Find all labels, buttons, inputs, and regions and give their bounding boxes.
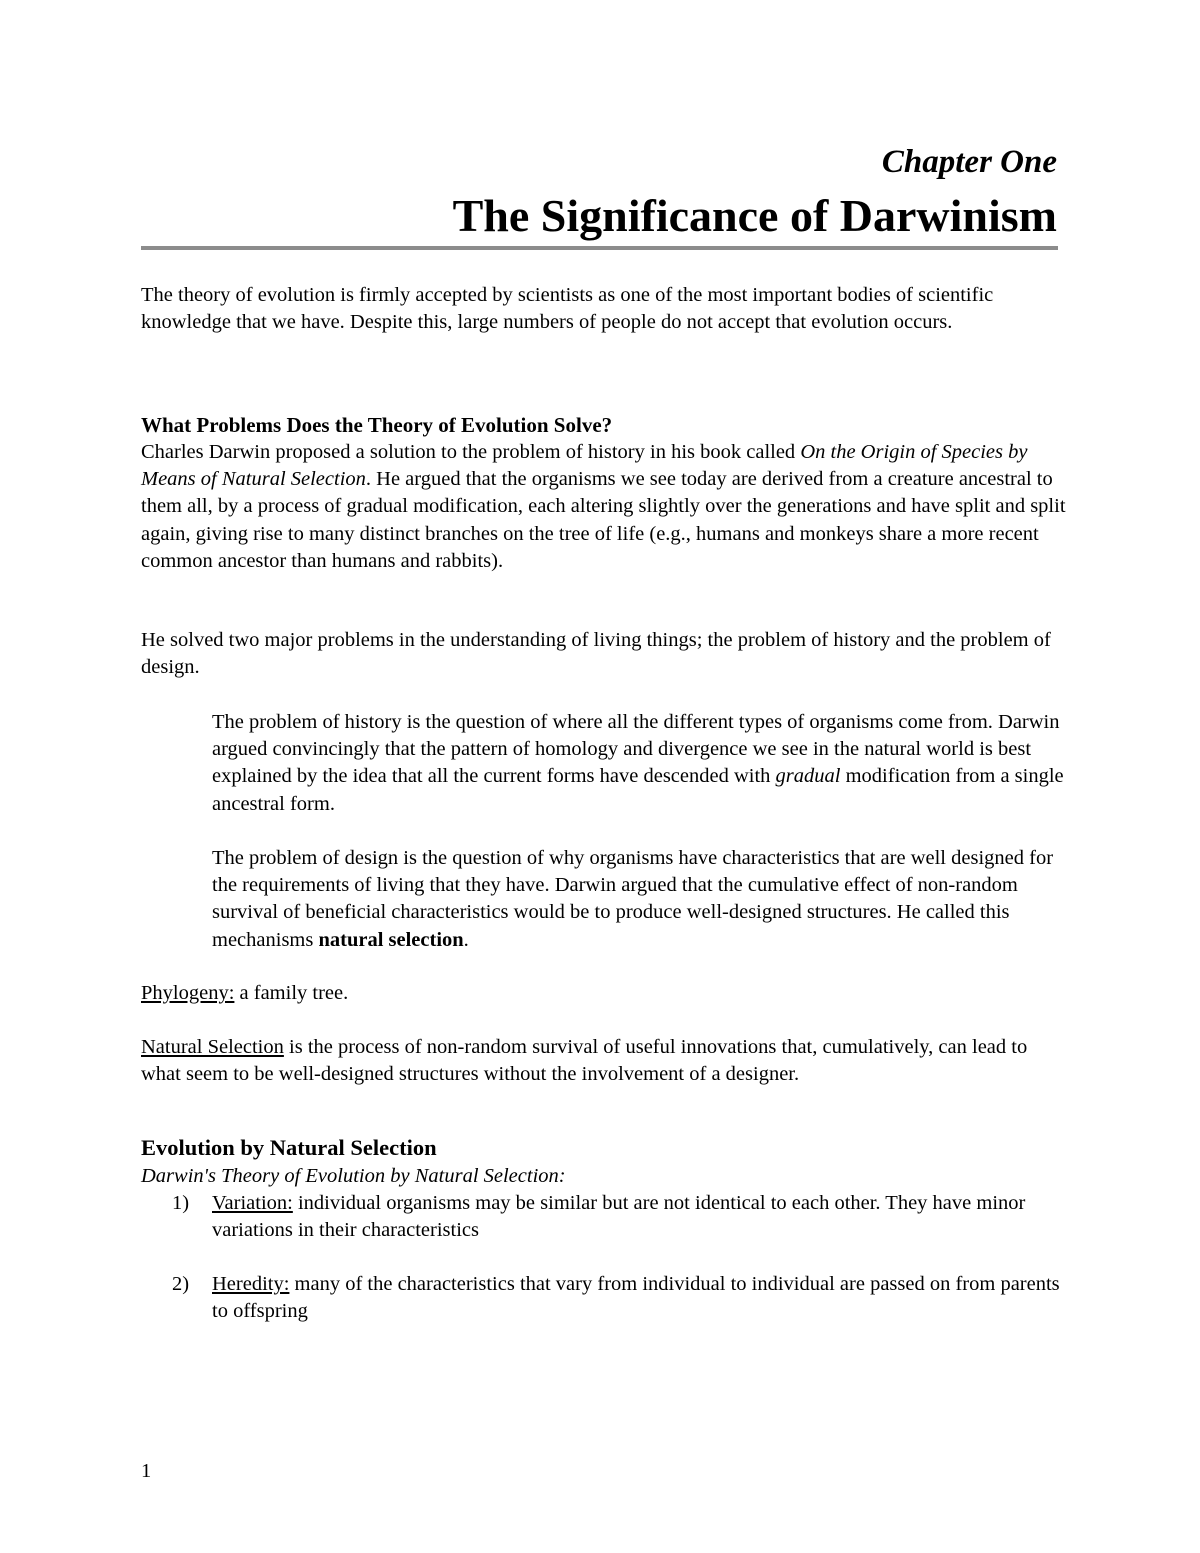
chapter-title: The Significance of Darwinism	[452, 190, 1057, 241]
design-text-start: The problem of design is the question of why organisms have characteristics that are well designed for the requirements of living that they have. Darwin argued that the cumulative effect of non-random survival of beneficial characteristics would be to produce well-designed structures. He called this mechanisms	[212, 847, 1054, 951]
list-item-number: 1)	[172, 1192, 190, 1214]
problem-of-design-paragraph	[212, 845, 1067, 954]
list-item-text	[212, 1271, 1062, 1325]
list-item-number: 2)	[172, 1273, 190, 1295]
phylogeny-definition	[141, 980, 1066, 1007]
natural-selection-bold: natural selection	[318, 928, 464, 951]
history-text-end: modification from a single ancestral form.	[212, 765, 1064, 815]
history-text-start: The problem of history is the question of where all the different types of organisms come from. Darwin argued convincingly that the pattern of homology and divergence we see in the natural world is best explained by the idea that all the current forms have descended with	[212, 711, 1060, 788]
darwin-paragraph-end: . He argued that the organisms we see today are derived from a creature ancestral to them all, by a process of gradual modification, each altering slightly over the generations and have split and split again, giving rise to many distinct branches on the tree of life (e.g., humans and monkeys share a more recent common ancestor than humans and rabbits).	[141, 468, 1066, 572]
theory-subheading: Darwin's Theory of Evolution by Natural Selection:	[141, 1165, 566, 1187]
history-emphasis: gradual	[775, 765, 841, 788]
book-title: On the Origin of Species by Means of Natural Selection	[141, 441, 1028, 491]
list-item-text	[212, 1190, 1062, 1244]
two-problems-paragraph: He solved two major problems in the understanding of living things; the problem of history and the problem of design.	[141, 629, 1051, 679]
chapter-label: Chapter One	[881, 144, 1057, 180]
variation-term: Variation:	[212, 1192, 293, 1214]
page-number: 1	[141, 1460, 152, 1482]
variation-text: individual organisms may be similar but are not identical to each other. They have minor variations in their characteristics	[212, 1192, 1026, 1242]
natural-selection-text: is the process of non-random survival of useful innovations that, cumulatively, can lead to what seem to be well-designed structures without the involvement of a designer.	[141, 1036, 1028, 1086]
heredity-term: Heredity:	[212, 1273, 290, 1295]
title-divider	[141, 246, 1058, 250]
phylogeny-text: a family tree.	[234, 982, 349, 1004]
darwin-paragraph	[141, 439, 1066, 575]
problem-of-history-paragraph	[212, 709, 1067, 818]
design-text-end: .	[463, 928, 469, 951]
phylogeny-term: Phylogeny:	[141, 982, 235, 1004]
darwin-paragraph-start: Charles Darwin proposed a solution to the problem of history in his book called	[141, 441, 801, 463]
heredity-text: many of the characteristics that vary from individual to individual are passed on from parents to offspring	[212, 1273, 1060, 1323]
natural-selection-definition	[141, 1034, 1066, 1088]
intro-paragraph: The theory of evolution is firmly accepted by scientists as one of the most important bodies of scientific knowledge that we have. Despite this, large numbers of people do not accept that evolution occurs.	[141, 284, 994, 334]
natural-selection-term: Natural Selection	[141, 1036, 284, 1058]
section-heading-problems: What Problems Does the Theory of Evolution Solve?	[141, 413, 613, 437]
section-heading-evolution: Evolution by Natural Selection	[141, 1135, 437, 1160]
